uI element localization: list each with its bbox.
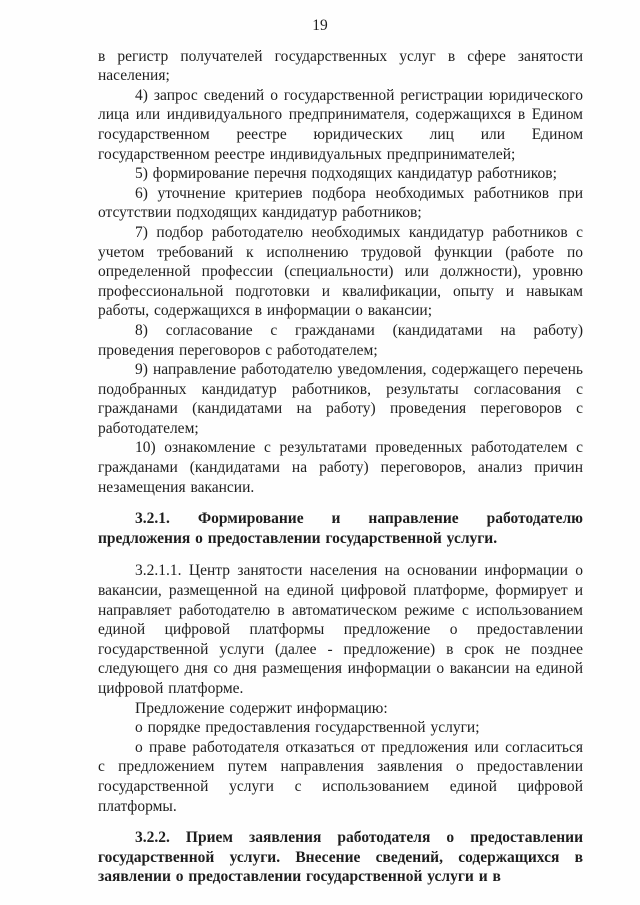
section-heading-3-2-2: 3.2.2. Прием заявления работодателя о предоставлении государственной услуги. Внесение сведений, содержащихся в заявлении о предоставлении государственной услуги и в bbox=[98, 829, 583, 886]
list-item-6: 6) уточнение критериев подбора необходимых работников при отсутствии подходящих кандидатур работников; bbox=[98, 184, 583, 222]
list-item-5: 5) формирование перечня подходящих кандидатур работников; bbox=[135, 165, 557, 183]
paragraph-offer-right: о праве работодателя отказаться от предложения или согласиться с предложением путем направления заявления о предоставлении государственной услуги с использованием единой цифровой платформы. bbox=[98, 738, 583, 815]
page-number: 19 bbox=[312, 17, 328, 34]
paragraph-offer-order: о порядке предоставления государственной услуги; bbox=[135, 719, 480, 737]
list-item-10: 10) ознакомление с результатами проведенных работодателем с гражданами (кандидатами на работу) переговоров, анализ причин незамещения вакансии. bbox=[98, 439, 583, 496]
paragraph-continuation: в регистр получателей государственных услуг в сфере занятости населения; bbox=[98, 47, 583, 85]
paragraph-offer-contains: Предложение содержит информацию: bbox=[135, 699, 388, 717]
list-item-8: 8) согласование с гражданами (кандидатами на работу) проведения переговоров с работодателем; bbox=[98, 321, 583, 359]
section-heading-3-2-1: 3.2.1. Формирование и направление работодателю предложения о предоставлении государственной услуги. bbox=[98, 510, 583, 547]
list-item-9: 9) направление работодателю уведомления, содержащего перечень подобранных кандидатур работников, результаты согласования с гражданами (кандидатами на работу) проведения переговоров с работодателем; bbox=[98, 361, 583, 437]
list-item-4: 4) запрос сведений о государственной регистрации юридического лица или индивидуального предпринимателя, содержащихся в Едином государственном реестре юридических лиц или Едином государственном реестре индивидуальных предпринимателей; bbox=[98, 86, 583, 163]
list-item-7: 7) подбор работодателю необходимых кандидатур работников с учетом требований к исполнению трудовой функции (работе по определенной профессии (специальности) или должности), уровню профессиональной подготовки и квалификации, опыту и навыкам работы, содержащихся в информации о вакансии; bbox=[98, 223, 583, 320]
paragraph-3-2-1-1: 3.2.1.1. Центр занятости населения на основании информации о вакансии, размещенной на единой цифровой платформе, формирует и направляет работодателю в автоматическом режиме с использованием единой цифровой платформы предложение о предоставлении государственной услуги (далее - предложение) в срок не позднее следующего дня со дня размещения информации о вакансии на единой цифровой платформе. bbox=[98, 562, 583, 697]
